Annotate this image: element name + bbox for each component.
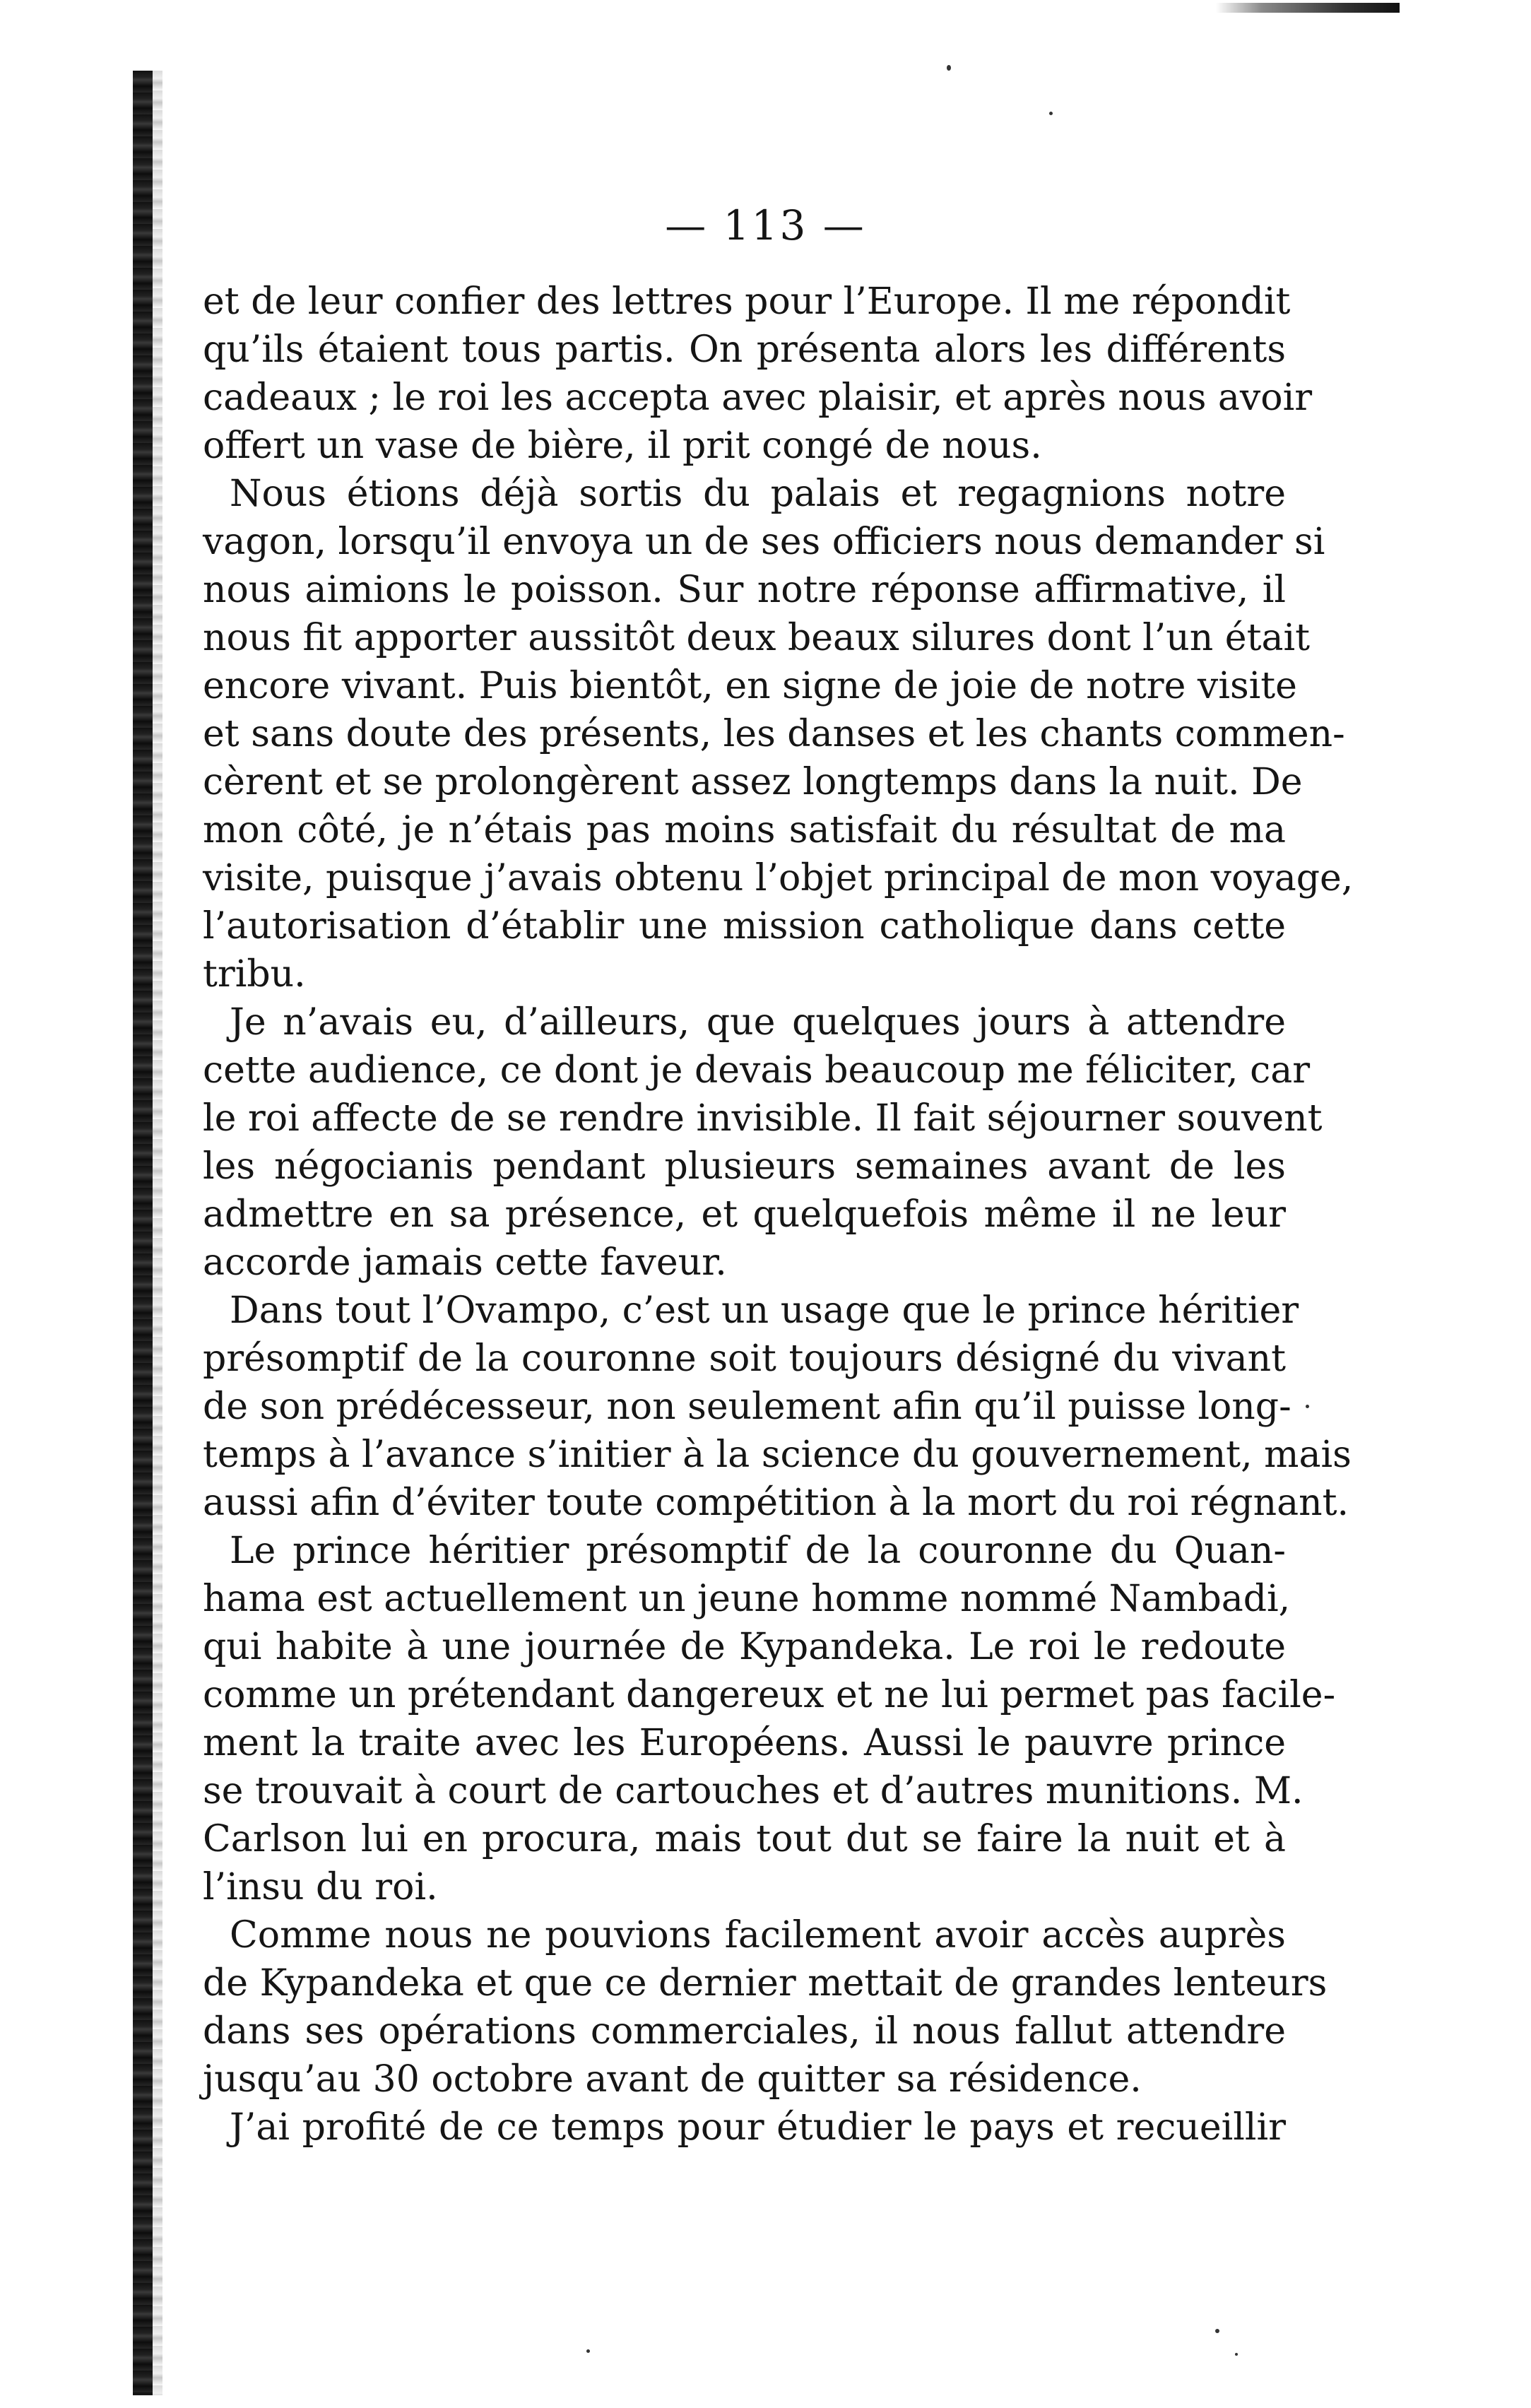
- text-line: le roi affecte de se rendre invisible. Il fait séjourner souvent: [203, 1097, 1323, 1140]
- body-text: [203, 278, 1354, 2152]
- text-line: cèrent et se prolongèrent assez longtemps dans la nuit. De: [203, 761, 1303, 803]
- text-line: encore vivant. Puis bientôt, en signe de joie de notre visite: [203, 665, 1297, 707]
- text-line: et de leur confier des lettres pour l’Europe. Il me répondit: [203, 281, 1291, 323]
- text-line: nous aimions le poisson. Sur notre réponse affirmative, il: [203, 569, 1286, 611]
- text-line: Le prince héritier présomptif de la couronne du Quan-: [230, 1530, 1286, 1572]
- text-line: de son prédécesseur, non seulement afin qu’il puisse long-: [203, 1386, 1291, 1428]
- text-line: comme un prétendant dangereux et ne lui permet pas facile-: [203, 1674, 1336, 1716]
- text-line: accorde jamais cette faveur.: [203, 1241, 727, 1284]
- text-line: cette audience, ce dont je devais beaucoup me féliciter, car: [203, 1049, 1311, 1092]
- text-line: dans ses opérations commerciales, il nous fallut attendre: [203, 2010, 1286, 2053]
- text-line: offert un vase de bière, il prit congé de nous.: [203, 425, 1042, 467]
- text-line: J’ai profité de ce temps pour étudier le pays et recueillir: [230, 2106, 1286, 2149]
- scan-edge-mark: [1216, 3, 1400, 13]
- page-binding-edge: [153, 71, 162, 2395]
- text-line: tribu.: [203, 953, 306, 996]
- text-line: Comme nous ne pouvions facilement avoir accès auprès: [230, 1914, 1286, 1956]
- text-line: aussi afin d’éviter toute compétition à la mort du roi régnant.: [203, 1482, 1349, 1524]
- page-binding-shadow: [133, 71, 153, 2395]
- text-line: qui habite à une journée de Kypandeka. Le roi le redoute: [203, 1626, 1286, 1668]
- text-line: qu’ils étaient tous partis. On présenta alors les différents: [203, 329, 1286, 371]
- text-line: jusqu’au 30 octobre avant de quitter sa résidence.: [203, 2058, 1142, 2101]
- text-line: Dans tout l’Ovampo, c’est un usage que le prince héritier: [230, 1289, 1299, 1332]
- text-line: se trouvait à court de cartouches et d’autres munitions. M.: [203, 1770, 1304, 1812]
- text-line: de Kypandeka et que ce dernier mettait de grandes lenteurs: [203, 1962, 1328, 2005]
- text-line: Je n’avais eu, d’ailleurs, que quelques jours à attendre: [230, 1001, 1286, 1044]
- text-line: mon côté, je n’étais pas moins satisfait du résultat de ma: [203, 809, 1286, 851]
- text-line: admettre en sa présence, et quelquefois même il ne leur: [203, 1193, 1286, 1236]
- text-line: l’autorisation d’établir une mission catholique dans cette: [203, 905, 1286, 948]
- ink-speck: [586, 2349, 590, 2353]
- text-line: l’insu du roi.: [203, 1866, 438, 1908]
- text-line: vagon, lorsqu’il envoya un de ses officiers nous demander si: [203, 521, 1325, 563]
- text-line: Carlson lui en procura, mais tout dut se faire la nuit et à: [203, 1818, 1286, 1860]
- ink-speck: [947, 65, 951, 71]
- text-line: les négocianis pendant plusieurs semaines avant de les: [203, 1145, 1286, 1188]
- text-line: cadeaux ; le roi les accepta avec plaisir, et après nous avoir: [203, 377, 1313, 419]
- ink-speck: [1049, 112, 1053, 115]
- page-number: — 113 —: [665, 201, 866, 249]
- text-line: visite, puisque j’avais obtenu l’objet principal de mon voyage,: [203, 857, 1354, 899]
- text-line: nous fit apporter aussitôt deux beaux silures dont l’un était: [203, 617, 1311, 659]
- ink-speck: [1306, 1405, 1309, 1408]
- ink-speck: [1215, 2329, 1219, 2333]
- text-line: hama est actuellement un jeune homme nommé Nambadi,: [203, 1578, 1291, 1620]
- text-line: temps à l’avance s’initier à la science du gouvernement, mais: [203, 1434, 1352, 1476]
- text-line: Nous étions déjà sortis du palais et regagnions notre: [230, 473, 1286, 515]
- text-line: présomptif de la couronne soit toujours désigné du vivant: [203, 1338, 1286, 1380]
- text-line: et sans doute des présents, les danses et les chants commen-: [203, 713, 1345, 755]
- text-line: ment la traite avec les Européens. Aussi le pauvre prince: [203, 1722, 1286, 1764]
- ink-speck: [1235, 2353, 1238, 2356]
